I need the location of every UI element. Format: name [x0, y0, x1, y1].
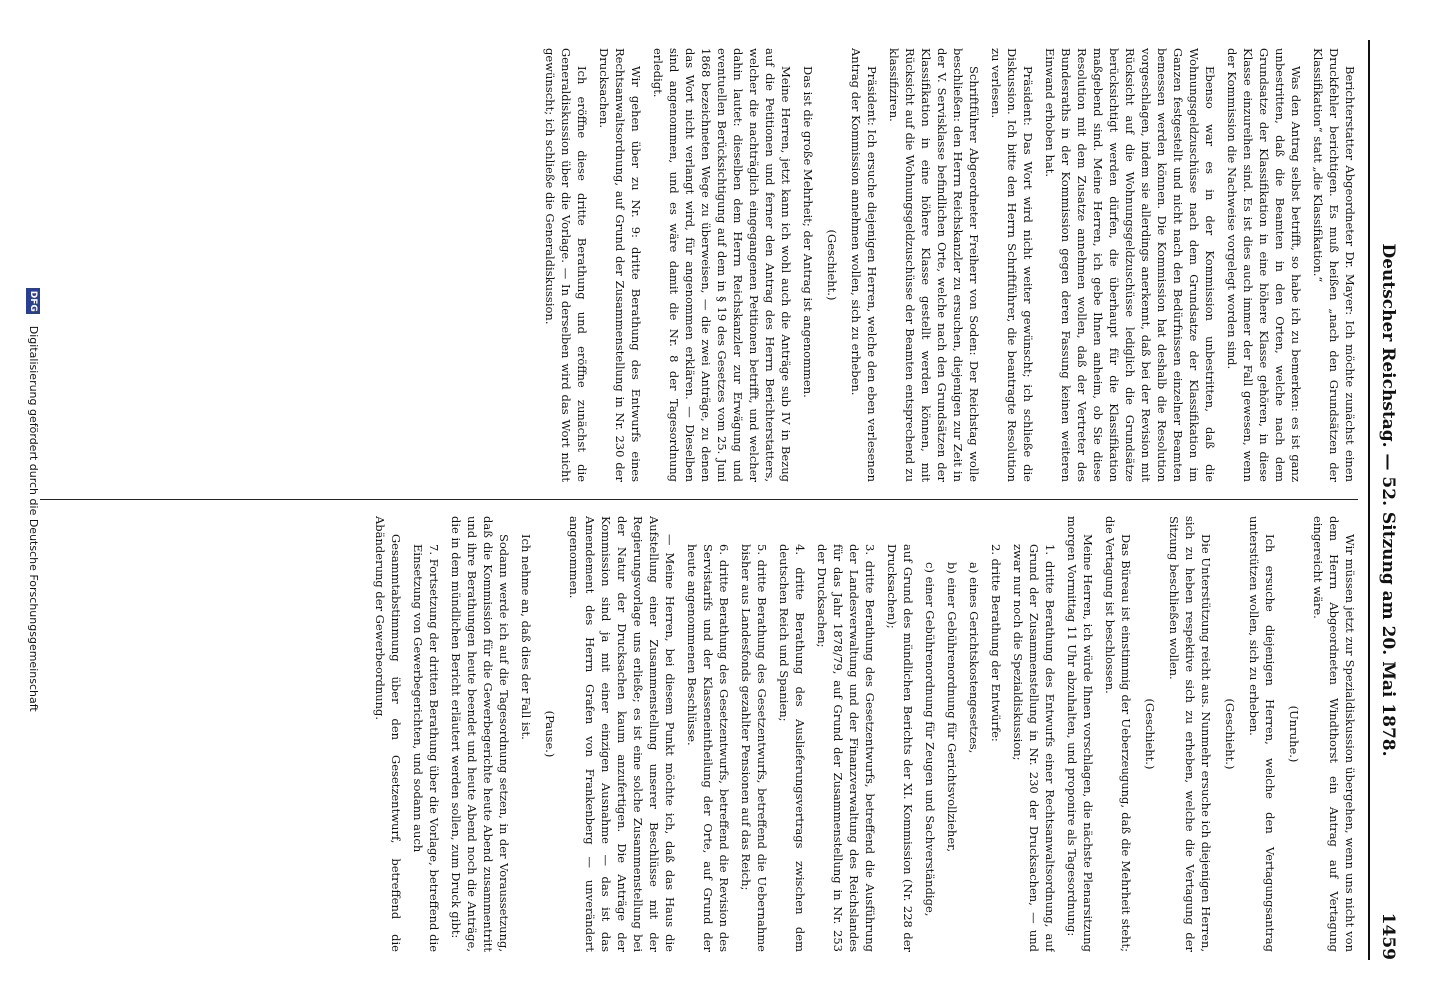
agenda-item: 4. dritte Berathung des Auslieferungsvertrags zwischen dem deutschen Reich und Spanien; [777, 544, 807, 952]
paragraph: Wir gehen über zu Nr. 9: dritte Berathung des Entwurfs eines Rechtsanwaltsordnung, auf Grund der Zusammenstellung in Nr. 230 der Drucksachen. [597, 48, 643, 482]
stage-direction: (Unruhe.) [1287, 705, 1301, 763]
agenda-subitem: a) eines Gerichtskostengesetzes, [967, 562, 981, 754]
agenda-item: 5. dritte Berathung des Gesetzentwurfs, betreffend die Uebernahme bisher aus Landesfonds gezahlter Pensionen auf das Reich; [739, 544, 769, 952]
agenda-item: auf Grund des mündlichen Berichts der XI. Kommission (Nr. 228 der Drucksachen); [885, 544, 915, 952]
paragraph: Berichterstatter Abgeordneter Dr. Mayer: Ich möchte zunächst einen Druckfehler berichtigen. Es muß heißen „nach den Grundsätzen der Klassifikation“ statt „die Klassifikation.“ [1311, 48, 1357, 482]
agenda-item: 2. dritte Berathung der Entwürfe: [989, 544, 1003, 742]
stage-direction: (Pause.) [543, 710, 557, 758]
paragraph: Das ist die große Mehrheit; der Antrag ist angenommen. [801, 66, 815, 398]
agenda-subitem: b) einer Gebührenordnung für Gerichtsvollzieher, [945, 562, 959, 853]
left-column [40, 48, 1358, 482]
page-number: 1459 [1378, 912, 1398, 960]
paragraph: Wir müssen jetzt zur Spezialdiskussion übergehen, wenn uns nicht von dem Herrn Abgeordneten Windthorst ein Antrag auf Vertagung eingereicht wäre. [1311, 516, 1357, 952]
digitization-credit [12, 0, 40, 1000]
agenda-item: 1. dritte Berathung des Entwurfs einer Rechtsanwaltsordnung, auf Grund der Zusammenstellung in Nr. 230 der Drucksachen, — und zwar nur noch die Spezialdiskussion; [1011, 544, 1057, 952]
paragraph: Schriftführer Abgeordneter Freiherr von Soden: Der Reichstag wolle beschließen: den Herrn Reichskanzler zu ersuchen, diejenigen zur Zeit in der V. Servisklasse befindlichen Orte, welche nach den Grundsätzen der Klassifikation in eine höhere Klasse gestellt werden können, mit Rücksicht auf die Wohnungsgeldzuschüsse der Beamten entsprechend zu klassifiziren. [887, 48, 981, 482]
paragraph: Gesammtabstimmung über den Gesetzentwurf, betreffend die Abänderung der Gewerbeordnung. [373, 516, 403, 952]
agenda-item: 6. dritte Berathung des Gesetzentwurfs, betreffend die Revision des Servistarifs und der Klasseneintheilung der Orte, auf Grund der heute angenommenen Beschlüsse. [685, 544, 731, 952]
paragraph: Ich nehme an, daß dies der Fall ist. [519, 534, 533, 740]
stage-direction: (Geschieht.) [1223, 698, 1237, 770]
credit-text: Digitalisierung gefördert durch die Deutsche Forschungsgemeinschaft [27, 325, 40, 712]
paragraph: Präsident: Das Wort wird nicht weiter gewünscht; ich schließe die Diskussion. Ich bitte den Herrn Schriftführer, die beantragte Resolution zu verlesen. [989, 48, 1035, 482]
paragraph: Die Unterstützung reicht aus. Nunmehr ersuche ich diejenigen Herren, sich zu heben respektive sich zu erheben, welche die Vertagung der Sitzung beschließen wollen. [1167, 516, 1213, 952]
agenda-item: 3. dritte Berathung des Gesetzentwurfs, betreffend die Ausführung der Landesverwaltung und der Finanzverwaltung des Reichslandes für das Jahr 1878/79, auf Grund der Zusammenstellung in Nr. 253 der Drucksachen; [815, 544, 877, 952]
dfg-logo: DFG [26, 288, 40, 314]
page-header [1368, 40, 1404, 960]
paragraph: Was den Antrag selbst betrifft, so habe ich zu bemerken: es ist ganz unbestritten, daß die Beamten in den Orten, welche nach dem Grundsatze der Klassifikation in eine höhere Klasse gehören, in diese Klasse einzureihen sind. Es ist dies auch immer der Fall gewesen, wenn der Kommission die Nachweise vorgelegt worden sind. [1225, 48, 1303, 482]
agenda-item: 7. Fortsetzung der dritten Berathung über die Vorlage, betreffend die Einsetzung von Gewerbegerichten, und sodann auch [411, 544, 441, 952]
paragraph: Meine Herren, jetzt kann ich wohl auch die Anträge sub IV in Bezug auf die Petitionen und ferner den Antrag des Herrn Berichterstatters, welcher die nachträglich eingegangenen Petitionen betrifft, und welcher dahin lautet: dieselben dem Herrn Reichskanzler zur Erwägung und eventuellen Berücksichtigung auf dem in § 19 des Gesetzes vom 25. Juni 1868 bezeichneten Wege zu überweisen, — die zwei Anträge, zu denen das Wort nicht verlangt wird, für angenommen erklären. — Dieselben sind angenommen, und es wäre damit die Nr. 8 der Tagesordnung erledigt. [651, 48, 793, 482]
agenda-subitem: c) einer Gebührenordnung für Zeugen und Sachverständige, [923, 562, 937, 917]
right-column [40, 516, 1358, 952]
paragraph: Ebenso war es in der Kommission unbestritten, daß die Wohnungsgeldzuschüsse nach dem Grundsatze der Klassifikation im Ganzen festgestellt und nicht nach den Bedürfnissen einzelner Beamten bemessen werden können. Die Kommission hat deshalb die Resolution vorgeschlagen, indem sie allerdings anerkennt, daß bei der Revision mit Rücksicht auf die Wohnungsgeldzuschüsse lediglich die Grundsätze berücksichtigt werden dürfen, die überhaupt für die Klassifikation maßgebend sind. Meine Herren, ich gebe Ihnen anheim, ob Sie diese Resolution mit dem Zusatze annehmen wollen, daß der Vertreter des Bundesraths in der Kommission gegen deren Fassung keinen weiteren Einwand erhoben hat. [1043, 48, 1217, 482]
paragraph: Ich eröffne diese dritte Berathung und eröffne zunächst die Generaldiskussion über die Vorlage. — In derselben wird das Wort nicht gewünscht; ich schließe die Generaldiskussion. [543, 48, 589, 482]
paragraph: Präsident: Ich ersuche diejenigen Herren, welche den eben verlesenen Antrag der Kommission annehmen wollen, sich zu erheben. [849, 48, 879, 482]
column-divider [40, 499, 1358, 500]
paragraph: Das Büreau ist einstimmig der Ueberzeugung, daß die Mehrheit steht; die Vertagung ist beschlossen. [1103, 516, 1133, 952]
paragraph: Sodann werde ich auf die Tagesordnung setzen, in der Voraussetzung, daß die Kommission für die Gewerbegerichte heute Abend zusammentritt und ihre Berathungen heute beendet und heute Abend noch die Anträge, die in dem mündlichen Bericht erläutert werden sollen, zum Druck gibt: [449, 516, 511, 952]
paragraph: Ich ersuche diejenigen Herren, welche den Vertagungsantrag unterstützen wollen, sich zu erheben. [1247, 516, 1277, 952]
paragraph: — Meine Herren, bei diesem Punkt möchte ich, daß das Haus die Aufstellung einer Zusammenstellung unserer Beschlüsse mit der Regierungsvorlage uns erließe; es ist eine solche Zusammenstellung bei der Natur der Drucksachen kaum anzufertigen. Die Anträge der Kommission sind ja mit einer einzigen Ausnahme — das ist das Amendement des Herrn Grafen von Frankenberg — unverändert angenommen. [567, 516, 677, 952]
paragraph: Meine Herren, ich würde Ihnen vorschlagen, die nächste Plenarsitzung morgen Vormittag 11 Uhr abzuhalten, und proponire als Tagesordnung: [1065, 516, 1095, 952]
stage-direction: (Geschieht.) [825, 229, 839, 301]
page-title: Deutscher Reichstag. — 52. Sitzung am 20. Mai 1878. [1378, 243, 1398, 757]
stage-direction: (Geschieht.) [1143, 698, 1157, 770]
